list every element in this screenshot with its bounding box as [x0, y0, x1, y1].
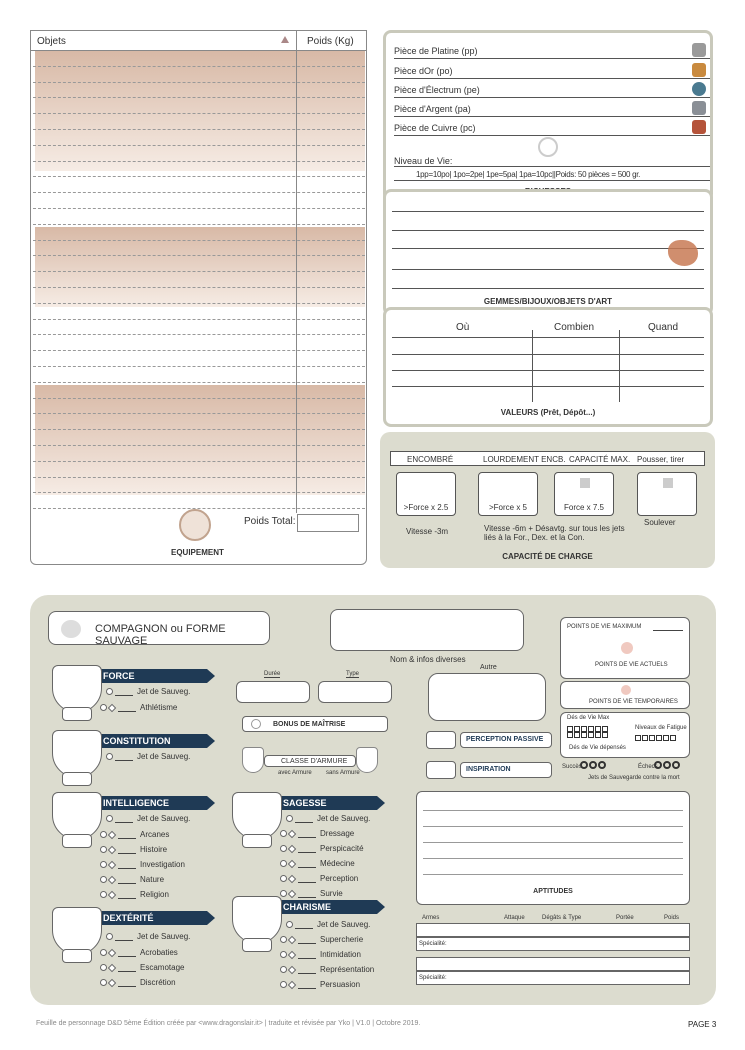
skill-row[interactable]: [100, 875, 164, 887]
inspiration-value[interactable]: [426, 761, 456, 779]
proficiency-label: BONUS DE MAÎTRISE: [273, 721, 346, 728]
max-capacity-icon: [580, 478, 590, 488]
page-number: PAGE 3: [688, 1020, 717, 1029]
col-amount: Combien: [554, 322, 595, 333]
equipment-row[interactable]: [33, 478, 365, 494]
name-field[interactable]: [330, 609, 524, 651]
stat-score-constitution[interactable]: [62, 772, 92, 786]
heart-icon: [621, 685, 631, 695]
stat-score-intelligence[interactable]: [62, 834, 92, 848]
hp-temp-box[interactable]: [560, 681, 690, 709]
stat-name: DEXTÉRITÉ: [103, 913, 154, 923]
equipment-row[interactable]: [33, 146, 365, 162]
coin-row-copper[interactable]: [394, 119, 710, 136]
stat-name: CHARISME: [283, 902, 332, 912]
skill-label: Jet de Sauveg.: [317, 920, 371, 929]
gems-line: [392, 248, 704, 249]
skill-label: Intimidation: [320, 950, 361, 959]
lift-label: Soulever: [644, 518, 676, 527]
skill-row[interactable]: [280, 935, 363, 947]
skill-label: Athlétisme: [140, 703, 178, 712]
equipment-row[interactable]: [33, 399, 365, 415]
equipment-row[interactable]: [33, 351, 365, 367]
hit-dice-spent-label: Dés de Vie dépensés: [569, 745, 626, 751]
hit-dice-box[interactable]: [560, 712, 690, 758]
equipment-row[interactable]: [33, 130, 365, 146]
coin-row-platinum[interactable]: [394, 42, 710, 59]
companion-panel: [30, 595, 716, 1005]
load-box-label: >Force x 2.5: [403, 503, 449, 512]
skill-label: Perception: [320, 874, 359, 883]
skill-row[interactable]: [100, 830, 169, 842]
passive-perception-value[interactable]: [426, 731, 456, 749]
death-saves: [560, 761, 690, 783]
stat-shield-wisdom[interactable]: [232, 792, 282, 840]
weapon-specialty-row[interactable]: [416, 937, 690, 951]
skill-row[interactable]: [280, 844, 364, 856]
weapons-header: Dégâts & Type: [542, 915, 582, 921]
col-when: Quand: [648, 322, 679, 333]
skill-label: Acrobaties: [140, 948, 178, 957]
skill-label: Jet de Sauveg.: [137, 687, 191, 696]
silver-coin-icon: [692, 101, 706, 115]
skill-row[interactable]: [280, 859, 355, 871]
fatigue-checks[interactable]: [635, 735, 677, 741]
coin-row-silver[interactable]: [394, 100, 710, 117]
load-box-encumbered[interactable]: [396, 472, 456, 516]
other-label: Autre: [480, 664, 497, 671]
stat-shield-intelligence[interactable]: [52, 792, 102, 840]
proficiency-icon: [251, 719, 261, 729]
hp-max-label: POINTS DE VIE MAXIMUM: [567, 624, 642, 630]
stat-score-wisdom[interactable]: [242, 834, 272, 848]
skill-row[interactable]: [286, 920, 370, 932]
load-header: [390, 451, 705, 466]
coin-label: Pièce de Cuivre (pc): [394, 123, 476, 133]
equipment-panel: [30, 30, 367, 565]
armor-class[interactable]: [264, 755, 356, 767]
equipment-row[interactable]: [33, 446, 365, 462]
equipment-row[interactable]: [33, 320, 365, 336]
skill-label: Représentation: [320, 965, 375, 974]
equipment-row[interactable]: [33, 51, 365, 67]
coin-row-gold[interactable]: [394, 62, 710, 79]
skill-label: Survie: [320, 889, 343, 898]
failures-label: Échecs: [638, 764, 658, 770]
weapons-header: Poids: [664, 915, 680, 921]
abilities-line: [423, 842, 683, 843]
stat-shield-constitution[interactable]: [52, 730, 102, 778]
skill-label: Jet de Sauveg.: [137, 752, 191, 761]
val-line: [392, 370, 704, 371]
equipment-row[interactable]: [33, 67, 365, 83]
armor-with-label: avec Armure: [278, 770, 312, 776]
gems-line: [392, 269, 704, 270]
push-icon: [663, 478, 673, 488]
load-header-push: Pousser, tirer: [637, 455, 685, 464]
specialty-label: Spécialité:: [419, 975, 447, 981]
speed-note: Vitesse -3m: [406, 527, 449, 536]
abilities-line: [423, 858, 683, 859]
valuables-title: VALEURS (Prêt, Dépôt...): [500, 408, 596, 417]
stat-shield-force[interactable]: [52, 665, 102, 713]
stat-name: FORCE: [103, 671, 135, 681]
name-label: Nom & infos diverses: [390, 655, 466, 664]
coin-label: Pièce dOr (po): [394, 66, 453, 76]
skill-row[interactable]: [100, 845, 167, 857]
skill-label: Discrétion: [140, 978, 176, 987]
wealth-panel: [383, 30, 713, 202]
load-box-heavy[interactable]: [478, 472, 538, 516]
hp-max-field[interactable]: [653, 630, 683, 631]
equipment-row[interactable]: [33, 225, 365, 241]
skill-label: Jet de Sauveg.: [137, 932, 191, 941]
total-weight-field[interactable]: [297, 514, 359, 532]
column-divider: [296, 31, 297, 513]
skill-row[interactable]: [280, 829, 354, 841]
load-box-label: >Force x 5: [488, 503, 527, 512]
gems-line: [392, 211, 704, 212]
weapon-specialty-row[interactable]: [416, 971, 690, 985]
duration-field[interactable]: [236, 681, 310, 703]
heart-icon: [621, 642, 633, 654]
abilities-title: APTITUDES: [533, 888, 573, 895]
specialty-label: Spécialité:: [419, 941, 447, 947]
abilities-line: [423, 874, 683, 875]
wealth-emblem-icon: [538, 137, 558, 157]
passive-perception-label: PERCEPTION PASSIVE: [466, 736, 544, 743]
fatigue-label: Niveaux de Fatigue: [635, 725, 687, 731]
abilities-line: [423, 810, 683, 811]
skill-row[interactable]: [106, 814, 190, 826]
equipment-row[interactable]: [33, 335, 365, 351]
equipment-row[interactable]: [33, 162, 365, 178]
skill-row[interactable]: [106, 752, 190, 764]
skill-label: Histoire: [140, 845, 168, 854]
abilities-line: [423, 826, 683, 827]
load-box-max[interactable]: [554, 472, 614, 516]
skill-label: Arcanes: [140, 830, 170, 839]
equipment-row[interactable]: [33, 83, 365, 99]
equipment-row[interactable]: [33, 272, 365, 288]
skill-row[interactable]: [106, 932, 190, 944]
equipment-row[interactable]: [33, 209, 365, 225]
companion-title: COMPAGNON ou FORME SAUVAGE: [95, 623, 226, 647]
hp-current-label: POINTS DE VIE ACTUELS: [595, 662, 668, 668]
equipment-row[interactable]: [33, 414, 365, 430]
companion-title-box[interactable]: [48, 611, 270, 645]
load-box-push[interactable]: [637, 472, 697, 516]
electrum-coin-icon: [692, 82, 706, 96]
equipment-header: [31, 31, 366, 51]
hp-temp-label: POINTS DE VIE TEMPORAIRES: [589, 699, 678, 705]
backpack-icon: [281, 36, 289, 43]
skill-row[interactable]: [100, 963, 184, 975]
load-header-max: CAPACITÉ MAX.: [569, 455, 631, 464]
val-line: [392, 337, 704, 338]
conversion-rates: 1pp=10po| 1po=2pe| 1pe=5pa| 1pa=10pc||Poids: 50 pièces = 500 gr.: [416, 170, 641, 179]
equipment-icon: [179, 509, 211, 541]
equipment-row[interactable]: [33, 288, 365, 304]
equipment-row[interactable]: [33, 241, 365, 257]
gems-line: [392, 288, 704, 289]
weight-column-header: Poids (Kg): [307, 36, 354, 47]
gems-icon: [668, 240, 698, 266]
items-column-header: Objets: [37, 36, 66, 47]
stat-name: SAGESSE: [283, 798, 327, 808]
skill-row[interactable]: [280, 950, 361, 962]
type-field[interactable]: [318, 681, 392, 703]
skill-label: Médecine: [320, 859, 355, 868]
skill-label: Jet de Sauveg.: [137, 814, 191, 823]
val-divider: [532, 330, 533, 402]
equipment-row[interactable]: [33, 367, 365, 383]
weapons-header: Attaque: [504, 915, 525, 921]
skill-label: Jet de Sauveg.: [317, 814, 371, 823]
equipment-row[interactable]: [33, 256, 365, 272]
weapon-row[interactable]: [416, 957, 690, 971]
weapons-table: [416, 913, 690, 985]
stat-name: CONSTITUTION: [103, 736, 171, 746]
stat-shield-charisma[interactable]: [232, 896, 282, 944]
stat-score-charisma[interactable]: [242, 938, 272, 952]
successes-label: Succès: [562, 764, 582, 770]
heavy-note: Vitesse -6m + Désavtg. sur tous les jets liés à la For., Dex. et la Con.: [484, 524, 625, 542]
equipment-row[interactable]: [33, 462, 365, 478]
type-label: Type: [346, 671, 360, 677]
equipment-row[interactable]: [33, 430, 365, 446]
armor-shield-icon: [242, 747, 264, 773]
skill-row[interactable]: [100, 703, 177, 715]
failure-rings[interactable]: [654, 761, 681, 769]
valuables-panel: [383, 307, 713, 427]
hit-dice-max-label: Dés de Vie Max: [567, 715, 610, 721]
stat-shield-dexterity[interactable]: [52, 907, 102, 955]
skill-row[interactable]: [280, 980, 360, 992]
skill-label: Investigation: [140, 860, 185, 869]
skill-row[interactable]: [100, 948, 178, 960]
equipment-rows: [33, 51, 365, 511]
coin-label: Pièce d'Argent (pa): [394, 104, 471, 114]
weapons-header: Armes: [422, 915, 440, 921]
proficiency-bonus[interactable]: [242, 716, 388, 732]
skill-row[interactable]: [280, 965, 374, 977]
coin-label: Pièce de Platine (pp): [394, 46, 478, 56]
skill-label: Persuasion: [320, 980, 361, 989]
coin-label: Pièce d'Électrum (pe): [394, 85, 480, 95]
load-box-label: Force x 7.5: [563, 503, 604, 512]
dragon-icon: [61, 620, 81, 638]
skill-label: Dressage: [320, 829, 355, 838]
hit-dice-checks[interactable]: [567, 726, 609, 738]
living-level-label: Niveau de Vie:: [394, 156, 453, 166]
abilities-box[interactable]: [416, 791, 690, 905]
load-title: CAPACITÉ DE CHARGE: [502, 552, 593, 561]
col-where: Où: [456, 322, 470, 333]
other-field[interactable]: [428, 673, 546, 721]
skill-label: Perspicacité: [320, 844, 364, 853]
platinum-coin-icon: [692, 43, 706, 57]
skill-row[interactable]: [280, 874, 358, 886]
equipment-row[interactable]: [33, 177, 365, 193]
equipment-title: EQUIPEMENT: [171, 548, 224, 557]
copper-coin-icon: [692, 120, 706, 134]
coin-row-electrum[interactable]: [394, 81, 710, 98]
gems-panel: [383, 189, 713, 316]
weapons-header: Portée: [616, 915, 634, 921]
hp-current-box[interactable]: [560, 617, 690, 679]
equipment-row[interactable]: [33, 193, 365, 209]
equipment-row[interactable]: [33, 493, 365, 509]
skill-row[interactable]: [286, 814, 370, 826]
skill-label: Supercherie: [320, 935, 364, 944]
load-header-heavy: LOURDEMENT ENCB.: [483, 455, 566, 464]
val-line: [392, 386, 704, 387]
val-divider: [619, 330, 620, 402]
skill-row[interactable]: [106, 687, 190, 699]
equipment-row[interactable]: [33, 98, 365, 114]
gems-line: [392, 230, 704, 231]
duration-label: Durée: [264, 671, 281, 677]
total-weight-label: Poids Total:: [244, 516, 296, 527]
skill-label: Nature: [140, 875, 165, 884]
equipment-row[interactable]: [33, 304, 365, 320]
passive-perception: [460, 732, 552, 748]
inspiration: [460, 762, 552, 778]
success-rings[interactable]: [580, 761, 607, 769]
load-header-encumbered: ENCOMBRÉ: [407, 455, 454, 464]
skill-row[interactable]: [100, 890, 169, 902]
inspiration-label: INSPIRATION: [466, 766, 511, 773]
load-capacity-panel: [380, 432, 715, 568]
equipment-row[interactable]: [33, 383, 365, 399]
val-line: [392, 354, 704, 355]
stat-name: INTELLIGENCE: [103, 798, 170, 808]
stat-score-dexterity[interactable]: [62, 949, 92, 963]
armor-label: CLASSE D'ARMURE: [281, 758, 348, 765]
skill-label: Religion: [140, 890, 169, 899]
stat-score-force[interactable]: [62, 707, 92, 721]
weapon-row[interactable]: [416, 923, 690, 937]
gems-title: GEMMES/BIJOUX/OBJETS D'ART: [483, 297, 613, 306]
footer-credit: Feuille de personnage D&D 5ème Édition créée par <www.dragonslair.it> | traduite et révisée par Yko | V1.0 | Octobre 2019.: [36, 1020, 421, 1027]
equipment-row[interactable]: [33, 114, 365, 130]
skill-row[interactable]: [100, 978, 176, 990]
death-saves-label: Jets de Sauvegarde contre la mort: [588, 775, 680, 781]
armor-without-label: sans Armure: [326, 770, 360, 776]
gold-coin-icon: [692, 63, 706, 77]
skill-label: Escamotage: [140, 963, 185, 972]
skill-row[interactable]: [100, 860, 185, 872]
